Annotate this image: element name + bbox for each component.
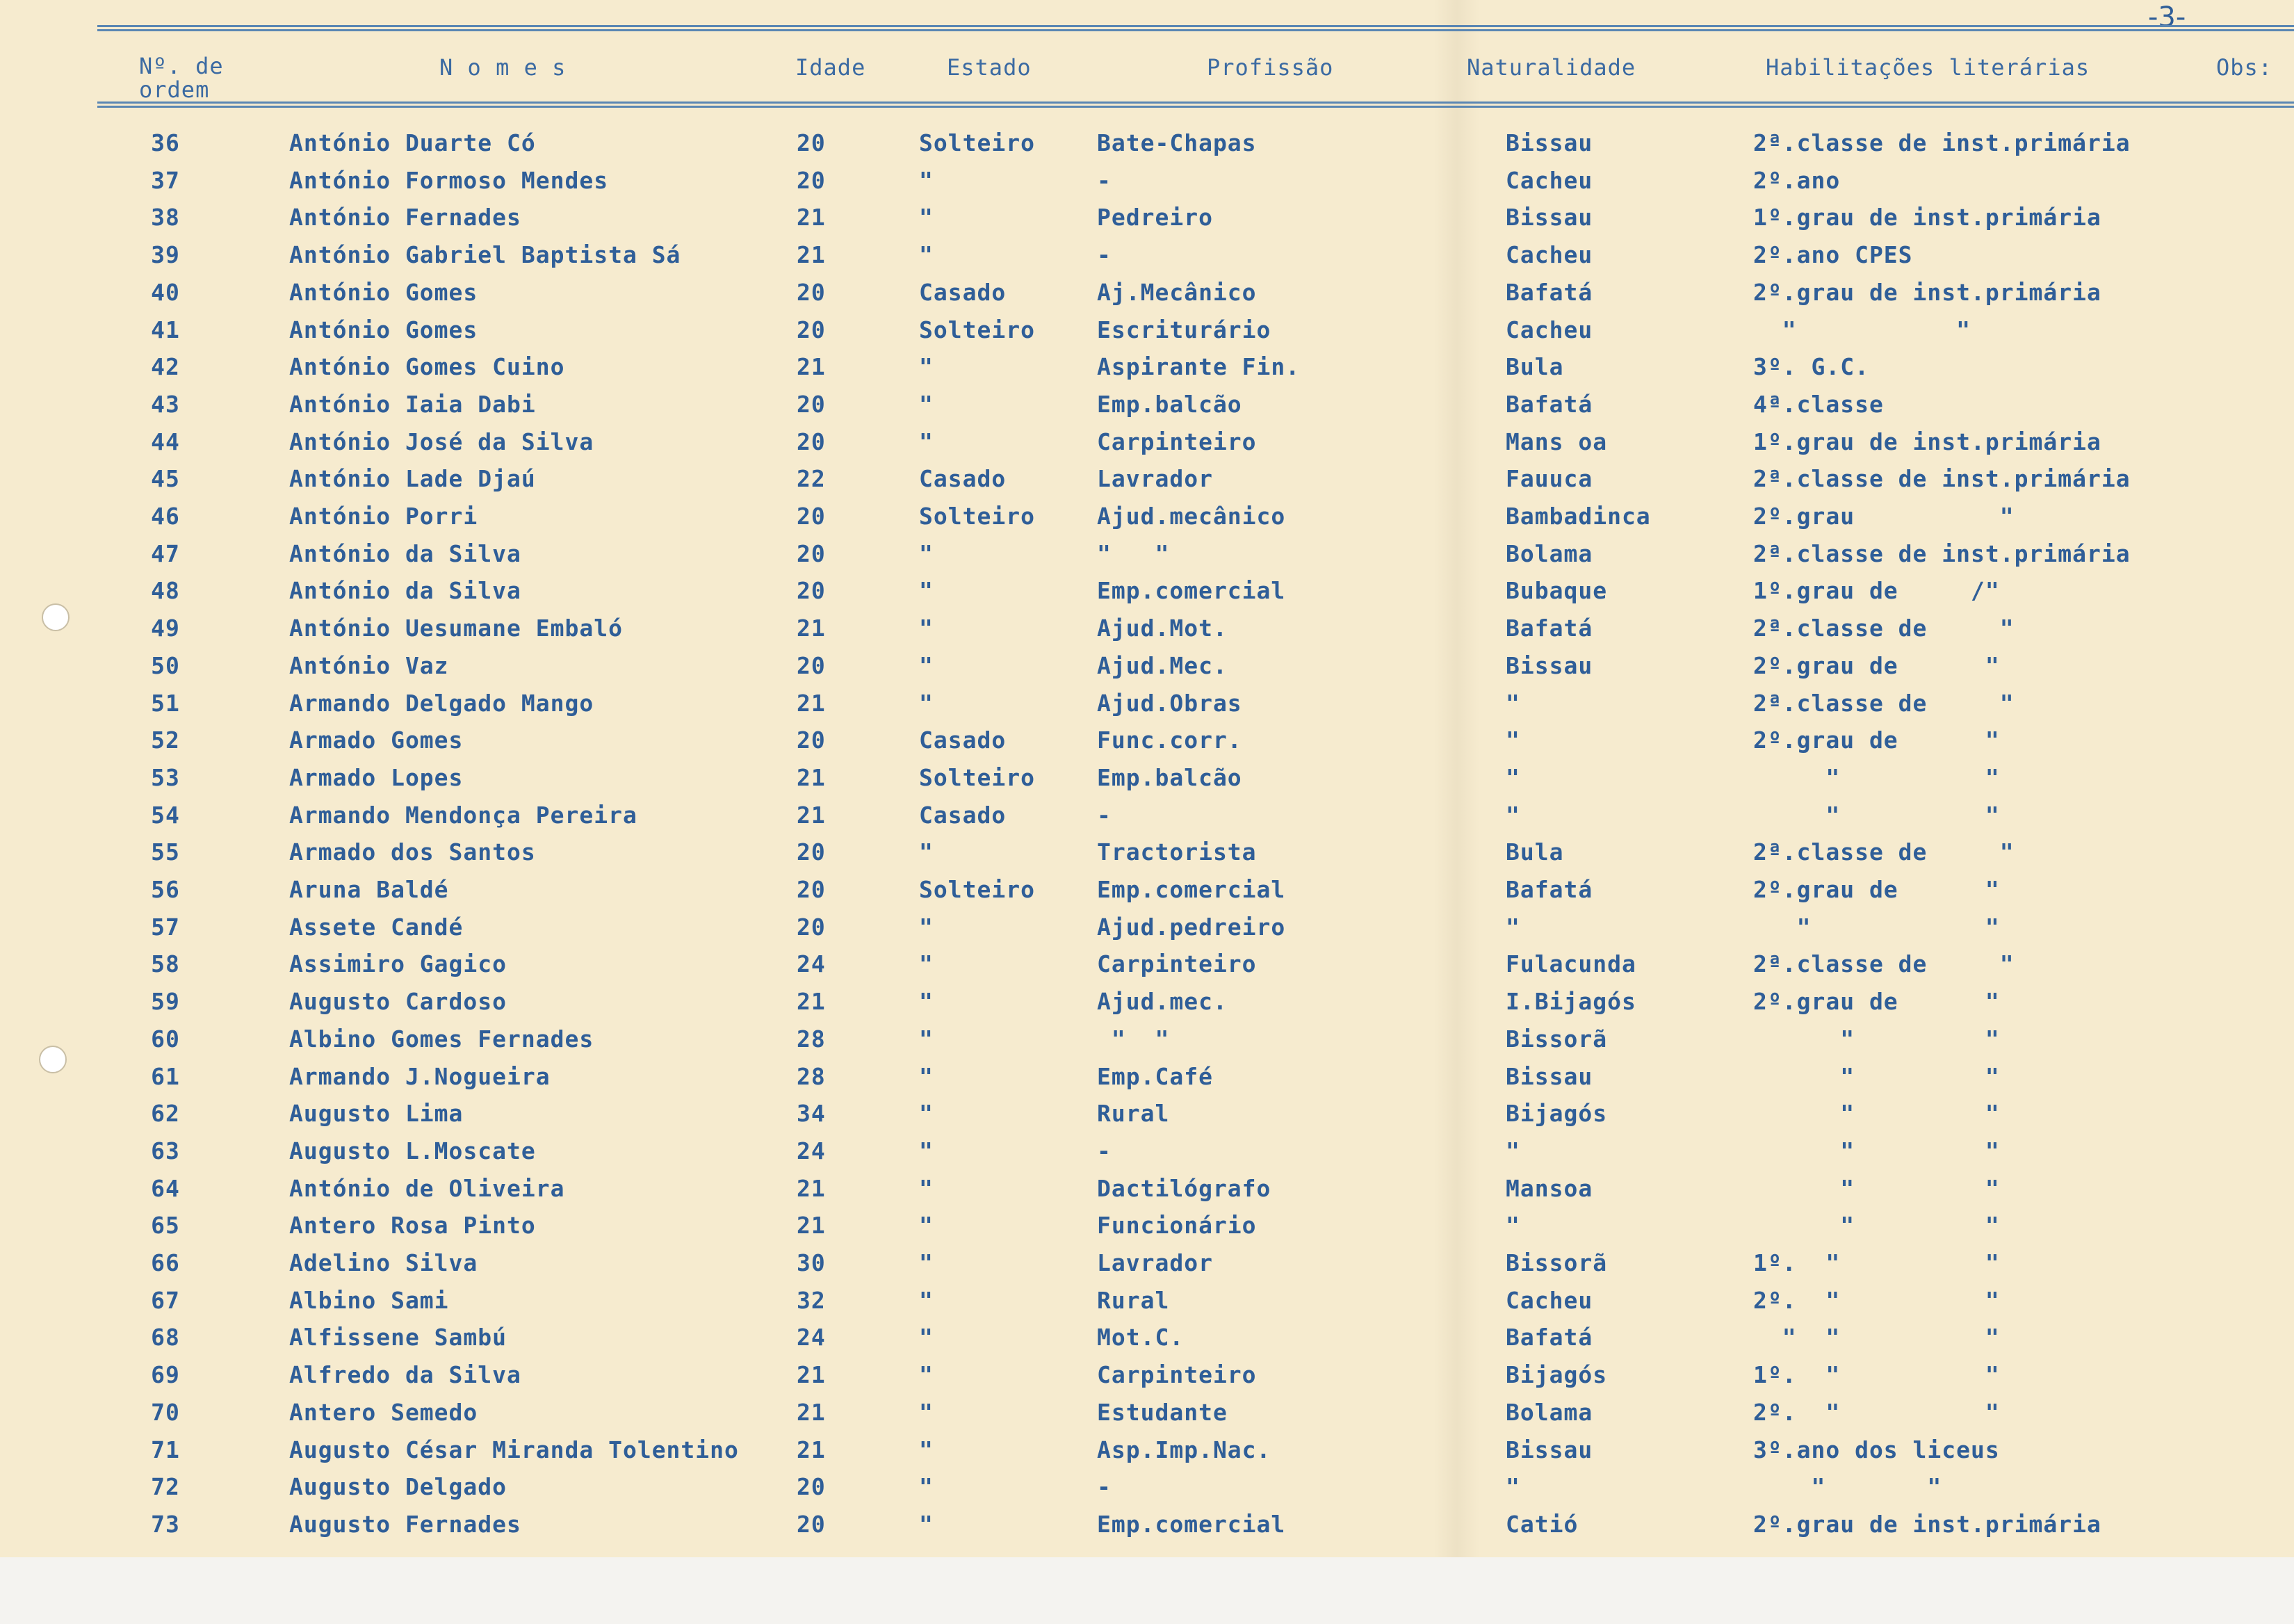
- row-education: " ": [1753, 1025, 2000, 1053]
- row-number: 52: [151, 726, 180, 754]
- header-bottom-rule: [97, 102, 2294, 108]
- row-status: Casado: [919, 802, 1007, 829]
- row-profession: Ajud.Obras: [1097, 690, 1242, 717]
- row-status: ": [919, 1212, 934, 1239]
- row-education: " ": [1753, 802, 2000, 829]
- row-birthplace: Cacheu: [1506, 1287, 1593, 1314]
- row-status: ": [919, 1249, 934, 1276]
- row-birthplace: Bafatá: [1506, 279, 1593, 306]
- row-birthplace: Bissorã: [1506, 1025, 1608, 1053]
- header-age: Idade: [795, 54, 866, 81]
- row-birthplace: Mansoa: [1506, 1175, 1593, 1202]
- row-number: 49: [151, 615, 180, 642]
- row-name: Alfredo da Silva: [289, 1361, 521, 1388]
- row-status: Solteiro: [919, 129, 1035, 156]
- row-education: 2ª.classe de ": [1753, 838, 2015, 866]
- row-status: ": [919, 652, 934, 679]
- punch-hole: [42, 603, 70, 631]
- row-status: ": [919, 1175, 934, 1202]
- row-number: 56: [151, 876, 180, 903]
- header-top-rule: [97, 25, 2294, 31]
- row-name: António Gomes: [289, 316, 478, 343]
- row-birthplace: Bolama: [1506, 540, 1593, 567]
- row-birthplace: Bula: [1506, 838, 1564, 866]
- row-education: " " ": [1753, 1324, 2000, 1351]
- row-birthplace: Bafatá: [1506, 1324, 1593, 1351]
- row-profession: Carpinteiro: [1097, 428, 1257, 455]
- header-name: N o m e s: [439, 54, 567, 81]
- row-status: ": [919, 1324, 934, 1351]
- row-profession: Carpinteiro: [1097, 950, 1257, 977]
- row-profession: Escriturário: [1097, 316, 1271, 343]
- row-name: Antero Semedo: [289, 1399, 478, 1426]
- row-education: 1º. " ": [1753, 1249, 2000, 1276]
- row-birthplace: ": [1506, 914, 1520, 941]
- row-status: ": [919, 838, 934, 866]
- row-name: Armando Mendonça Pereira: [289, 802, 637, 829]
- row-status: ": [919, 1399, 934, 1426]
- row-number: 67: [151, 1287, 180, 1314]
- row-birthplace: Bafatá: [1506, 391, 1593, 418]
- row-status: ": [919, 950, 934, 977]
- row-education: 2ª.classe de inst.primária: [1753, 465, 2131, 492]
- row-number: 71: [151, 1436, 180, 1463]
- row-status: ": [919, 1436, 934, 1463]
- row-age: 24: [797, 950, 826, 977]
- row-profession: Ajud.Mec.: [1097, 652, 1228, 679]
- row-number: 39: [151, 241, 180, 268]
- row-education: " ": [1753, 1473, 1942, 1500]
- header-obs: Obs:: [2216, 54, 2273, 81]
- row-birthplace: Bissorã: [1506, 1249, 1608, 1276]
- row-status: Solteiro: [919, 316, 1035, 343]
- row-number: 62: [151, 1100, 180, 1127]
- row-profession: Emp.comercial: [1097, 876, 1286, 903]
- row-birthplace: Fulacunda: [1506, 950, 1636, 977]
- row-number: 43: [151, 391, 180, 418]
- row-profession: Lavrador: [1097, 1249, 1213, 1276]
- row-education: " ": [1753, 1212, 2000, 1239]
- row-status: ": [919, 1025, 934, 1053]
- header-profession: Profissão: [1207, 54, 1334, 81]
- row-age: 20: [797, 316, 826, 343]
- row-birthplace: ": [1506, 802, 1520, 829]
- row-age: 28: [797, 1063, 826, 1090]
- row-age: 22: [797, 465, 826, 492]
- row-number: 53: [151, 764, 180, 791]
- row-name: Augusto Lima: [289, 1100, 464, 1127]
- row-age: 20: [797, 167, 826, 194]
- row-name: Albino Sami: [289, 1287, 449, 1314]
- row-status: ": [919, 428, 934, 455]
- row-education: " ": [1753, 1063, 2000, 1090]
- row-name: António Vaz: [289, 652, 449, 679]
- row-education: 2º. " ": [1753, 1287, 2000, 1314]
- row-status: ": [919, 914, 934, 941]
- row-name: Augusto Cardoso: [289, 988, 507, 1015]
- row-number: 46: [151, 503, 180, 530]
- row-name: Armado dos Santos: [289, 838, 536, 866]
- row-age: 21: [797, 690, 826, 717]
- row-name: António da Silva: [289, 577, 521, 604]
- row-birthplace: Mans oa: [1506, 428, 1608, 455]
- row-age: 20: [797, 838, 826, 866]
- row-birthplace: ": [1506, 764, 1520, 791]
- row-number: 68: [151, 1324, 180, 1351]
- row-profession: Ajud.Mot.: [1097, 615, 1228, 642]
- row-name: António Duarte Có: [289, 129, 536, 156]
- row-number: 51: [151, 690, 180, 717]
- row-name: Armando Delgado Mango: [289, 690, 594, 717]
- row-birthplace: Bambadinca: [1506, 503, 1651, 530]
- row-age: 21: [797, 764, 826, 791]
- row-number: 40: [151, 279, 180, 306]
- row-age: 34: [797, 1100, 826, 1127]
- row-status: Casado: [919, 279, 1007, 306]
- scan-margin: [0, 1557, 2294, 1624]
- row-education: " ": [1753, 1100, 2000, 1127]
- row-birthplace: ": [1506, 690, 1520, 717]
- row-profession: " ": [1097, 540, 1170, 567]
- row-birthplace: Bijagós: [1506, 1100, 1608, 1127]
- row-education: 2º.grau de inst.primária: [1753, 1511, 2101, 1538]
- row-birthplace: Bijagós: [1506, 1361, 1608, 1388]
- row-age: 20: [797, 876, 826, 903]
- row-profession: -: [1097, 1137, 1112, 1164]
- row-age: 24: [797, 1324, 826, 1351]
- row-profession: Rural: [1097, 1287, 1170, 1314]
- row-education: 2º.grau de ": [1753, 652, 2000, 679]
- row-status: ": [919, 1063, 934, 1090]
- row-name: António Uesumane Embaló: [289, 615, 623, 642]
- row-birthplace: Cacheu: [1506, 316, 1593, 343]
- row-status: Casado: [919, 465, 1007, 492]
- row-profession: Emp.comercial: [1097, 1511, 1286, 1538]
- row-birthplace: Bafatá: [1506, 876, 1593, 903]
- row-birthplace: ": [1506, 1212, 1520, 1239]
- row-number: 42: [151, 353, 180, 380]
- row-education: 2ª.classe de ": [1753, 690, 2015, 717]
- row-name: António Fernades: [289, 204, 521, 231]
- row-age: 21: [797, 1399, 826, 1426]
- row-number: 72: [151, 1473, 180, 1500]
- row-status: ": [919, 690, 934, 717]
- row-education: 2ª.classe de inst.primária: [1753, 129, 2131, 156]
- row-age: 20: [797, 652, 826, 679]
- row-education: 1º. " ": [1753, 1361, 2000, 1388]
- row-birthplace: Bissau: [1506, 204, 1593, 231]
- row-profession: Bate-Chapas: [1097, 129, 1257, 156]
- row-profession: Aj.Mecânico: [1097, 279, 1257, 306]
- row-name: António Iaia Dabi: [289, 391, 536, 418]
- row-education: 2ª.classe de inst.primária: [1753, 540, 2131, 567]
- row-education: 2º.grau ": [1753, 503, 2015, 530]
- row-age: 30: [797, 1249, 826, 1276]
- row-name: António Porri: [289, 503, 478, 530]
- row-name: Augusto Delgado: [289, 1473, 507, 1500]
- row-age: 21: [797, 802, 826, 829]
- row-status: Solteiro: [919, 876, 1035, 903]
- row-education: 2º.grau de ": [1753, 988, 2000, 1015]
- row-education: 3º.ano dos liceus: [1753, 1436, 2000, 1463]
- row-age: 21: [797, 204, 826, 231]
- row-age: 20: [797, 503, 826, 530]
- row-birthplace: Cacheu: [1506, 241, 1593, 268]
- row-number: 47: [151, 540, 180, 567]
- row-number: 70: [151, 1399, 180, 1426]
- row-profession: Pedreiro: [1097, 204, 1213, 231]
- row-age: 21: [797, 1212, 826, 1239]
- row-status: ": [919, 1511, 934, 1538]
- row-status: ": [919, 1361, 934, 1388]
- row-number: 38: [151, 204, 180, 231]
- row-education: 2ª.classe de ": [1753, 615, 2015, 642]
- row-number: 50: [151, 652, 180, 679]
- row-name: Armado Gomes: [289, 726, 464, 754]
- row-number: 41: [151, 316, 180, 343]
- row-education: 2º.grau de inst.primária: [1753, 279, 2101, 306]
- row-birthplace: ": [1506, 726, 1520, 754]
- row-birthplace: Bissau: [1506, 652, 1593, 679]
- row-name: Augusto L.Moscate: [289, 1137, 536, 1164]
- row-birthplace: Catió: [1506, 1511, 1579, 1538]
- row-age: 21: [797, 1175, 826, 1202]
- row-status: ": [919, 1137, 934, 1164]
- row-number: 37: [151, 167, 180, 194]
- row-education: 2º.grau de ": [1753, 726, 2000, 754]
- row-profession: -: [1097, 241, 1112, 268]
- row-profession: -: [1097, 1473, 1112, 1500]
- row-education: 1º.grau de /": [1753, 577, 2000, 604]
- row-name: Armando J.Nogueira: [289, 1063, 551, 1090]
- row-name: Augusto Fernades: [289, 1511, 521, 1538]
- row-name: António de Oliveira: [289, 1175, 565, 1202]
- row-birthplace: Bissau: [1506, 1063, 1593, 1090]
- row-birthplace: Bula: [1506, 353, 1564, 380]
- row-number: 73: [151, 1511, 180, 1538]
- row-education: " ": [1753, 316, 1971, 343]
- row-status: ": [919, 988, 934, 1015]
- row-education: " ": [1753, 1175, 2000, 1202]
- row-name: Assimiro Gagico: [289, 950, 507, 977]
- row-birthplace: Cacheu: [1506, 167, 1593, 194]
- row-number: 66: [151, 1249, 180, 1276]
- row-profession: Carpinteiro: [1097, 1361, 1257, 1388]
- row-status: ": [919, 167, 934, 194]
- row-birthplace: Bissau: [1506, 129, 1593, 156]
- row-birthplace: Bissau: [1506, 1436, 1593, 1463]
- row-profession: Func.corr.: [1097, 726, 1242, 754]
- row-profession: Funcionário: [1097, 1212, 1257, 1239]
- row-age: 21: [797, 615, 826, 642]
- punch-hole: [39, 1046, 67, 1073]
- row-profession: Tractorista: [1097, 838, 1257, 866]
- row-number: 58: [151, 950, 180, 977]
- row-name: Alfissene Sambú: [289, 1324, 507, 1351]
- row-profession: Aspirante Fin.: [1097, 353, 1301, 380]
- row-birthplace: Bafatá: [1506, 615, 1593, 642]
- row-status: ": [919, 391, 934, 418]
- row-name: Augusto César Miranda Tolentino: [289, 1436, 739, 1463]
- row-profession: Asp.Imp.Nac.: [1097, 1436, 1271, 1463]
- row-education: " ": [1753, 764, 2000, 791]
- page-number: -3-: [2148, 1, 2186, 33]
- row-profession: Emp.comercial: [1097, 577, 1286, 604]
- row-education: 1º.grau de inst.primária: [1753, 204, 2101, 231]
- row-number: 48: [151, 577, 180, 604]
- row-status: ": [919, 204, 934, 231]
- row-profession: " ": [1097, 1025, 1170, 1053]
- row-number: 55: [151, 838, 180, 866]
- row-name: Antero Rosa Pinto: [289, 1212, 536, 1239]
- row-age: 24: [797, 1137, 826, 1164]
- row-education: 4ª.classe: [1753, 391, 1884, 418]
- row-profession: Emp.balcão: [1097, 764, 1242, 791]
- row-status: ": [919, 577, 934, 604]
- row-profession: Dactilógrafo: [1097, 1175, 1271, 1202]
- row-birthplace: Fauuca: [1506, 465, 1593, 492]
- row-number: 60: [151, 1025, 180, 1053]
- row-name: Assete Candé: [289, 914, 464, 941]
- row-age: 20: [797, 914, 826, 941]
- header-education: Habilitações literárias: [1766, 54, 2090, 81]
- row-profession: -: [1097, 167, 1112, 194]
- row-number: 36: [151, 129, 180, 156]
- row-status: ": [919, 540, 934, 567]
- row-age: 28: [797, 1025, 826, 1053]
- row-birthplace: I.Bijagós: [1506, 988, 1636, 1015]
- row-number: 57: [151, 914, 180, 941]
- row-age: 21: [797, 988, 826, 1015]
- row-profession: -: [1097, 802, 1112, 829]
- row-number: 63: [151, 1137, 180, 1164]
- row-name: António Gomes: [289, 279, 478, 306]
- row-number: 61: [151, 1063, 180, 1090]
- row-profession: Lavrador: [1097, 465, 1213, 492]
- row-name: António Gomes Cuino: [289, 353, 565, 380]
- row-age: 21: [797, 241, 826, 268]
- row-name: António Gabriel Baptista Sá: [289, 241, 681, 268]
- row-education: 1º.grau de inst.primária: [1753, 428, 2101, 455]
- row-education: " ": [1753, 914, 2000, 941]
- row-profession: Ajud.pedreiro: [1097, 914, 1286, 941]
- row-name: António da Silva: [289, 540, 521, 567]
- row-name: Albino Gomes Fernades: [289, 1025, 594, 1053]
- row-profession: Ajud.mec.: [1097, 988, 1228, 1015]
- row-education: 2º. " ": [1753, 1399, 2000, 1426]
- row-age: 32: [797, 1287, 826, 1314]
- row-education: 2º.grau de ": [1753, 876, 2000, 903]
- row-status: ": [919, 1100, 934, 1127]
- row-number: 65: [151, 1212, 180, 1239]
- row-age: 20: [797, 540, 826, 567]
- row-status: Casado: [919, 726, 1007, 754]
- row-number: 54: [151, 802, 180, 829]
- row-birthplace: ": [1506, 1473, 1520, 1500]
- row-status: ": [919, 1287, 934, 1314]
- row-status: ": [919, 1473, 934, 1500]
- row-number: 44: [151, 428, 180, 455]
- row-status: ": [919, 615, 934, 642]
- row-name: António Lade Djaú: [289, 465, 536, 492]
- row-age: 20: [797, 1473, 826, 1500]
- row-age: 20: [797, 129, 826, 156]
- row-age: 20: [797, 391, 826, 418]
- row-birthplace: Bubaque: [1506, 577, 1608, 604]
- row-age: 20: [797, 428, 826, 455]
- row-education: 2º.ano CPES: [1753, 241, 1913, 268]
- row-number: 64: [151, 1175, 180, 1202]
- row-age: 21: [797, 1361, 826, 1388]
- row-name: Aruna Baldé: [289, 876, 449, 903]
- row-age: 20: [797, 279, 826, 306]
- row-name: António José da Silva: [289, 428, 594, 455]
- row-name: Adelino Silva: [289, 1249, 478, 1276]
- row-birthplace: Bolama: [1506, 1399, 1593, 1426]
- row-age: 20: [797, 726, 826, 754]
- row-age: 21: [797, 353, 826, 380]
- row-education: 3º. G.C.: [1753, 353, 1869, 380]
- header-num: Nº. de ordem: [139, 53, 224, 103]
- row-age: 20: [797, 577, 826, 604]
- row-age: 21: [797, 1436, 826, 1463]
- row-profession: Rural: [1097, 1100, 1170, 1127]
- row-birthplace: ": [1506, 1137, 1520, 1164]
- row-education: " ": [1753, 1137, 2000, 1164]
- row-profession: Emp.balcão: [1097, 391, 1242, 418]
- row-name: António Formoso Mendes: [289, 167, 609, 194]
- row-profession: Ajud.mecânico: [1097, 503, 1286, 530]
- row-profession: Emp.Café: [1097, 1063, 1213, 1090]
- row-name: Armado Lopes: [289, 764, 464, 791]
- row-number: 59: [151, 988, 180, 1015]
- row-status: Solteiro: [919, 764, 1035, 791]
- row-number: 69: [151, 1361, 180, 1388]
- header-birthplace: Naturalidade: [1467, 54, 1636, 81]
- row-status: ": [919, 241, 934, 268]
- row-age: 20: [797, 1511, 826, 1538]
- row-education: 2º.ano: [1753, 167, 1841, 194]
- row-status: ": [919, 353, 934, 380]
- row-status: Solteiro: [919, 503, 1035, 530]
- row-education: 2ª.classe de ": [1753, 950, 2015, 977]
- row-profession: Estudante: [1097, 1399, 1228, 1426]
- header-status: Estado: [947, 54, 1032, 81]
- row-profession: Mot.C.: [1097, 1324, 1185, 1351]
- row-number: 45: [151, 465, 180, 492]
